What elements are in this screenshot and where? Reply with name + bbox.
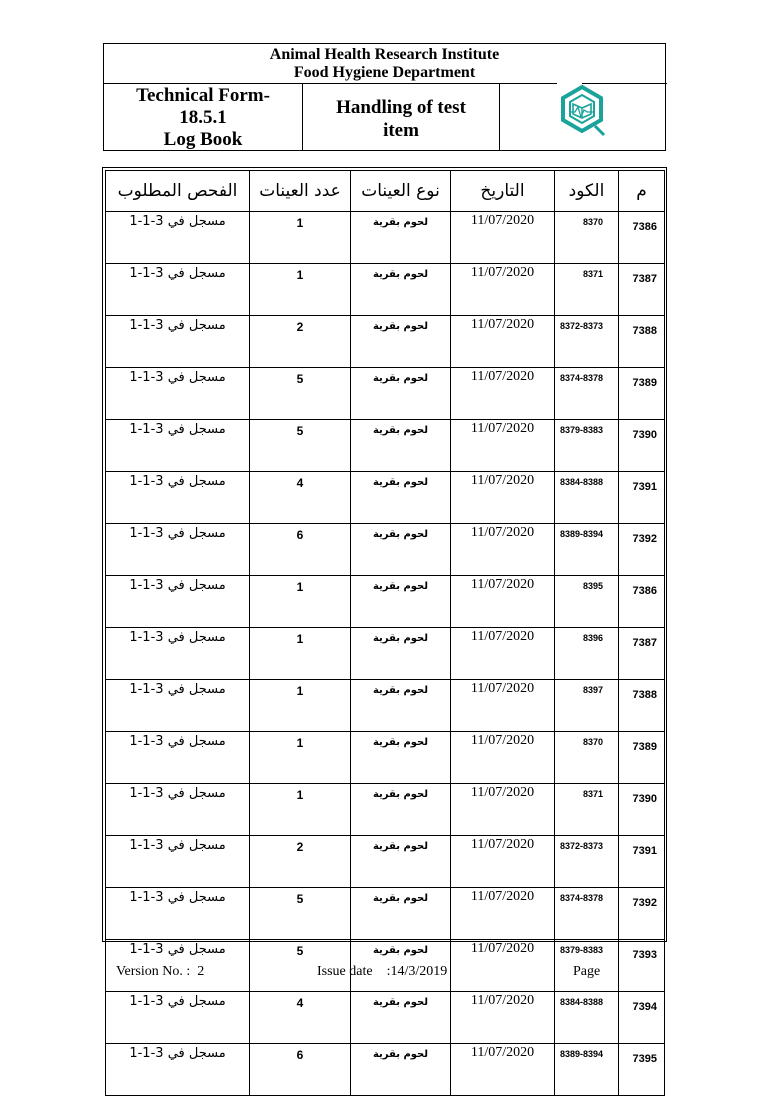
cell-code: 8395 bbox=[555, 576, 619, 628]
cell-date: 11/07/2020 bbox=[451, 472, 555, 524]
form-identifier bbox=[104, 84, 302, 151]
table-row bbox=[106, 628, 665, 680]
cell-code: 8371 bbox=[555, 264, 619, 316]
cell-num: 7389 bbox=[619, 368, 665, 420]
cell-count: 1 bbox=[250, 784, 351, 836]
cell-date: 11/07/2020 bbox=[451, 784, 555, 836]
cell-type: لحوم بقرية bbox=[351, 888, 451, 940]
department-name: Food Hygiene Department bbox=[293, 64, 476, 81]
table-row bbox=[106, 264, 665, 316]
cell-count: 1 bbox=[250, 680, 351, 732]
header-code: الكود bbox=[555, 171, 619, 212]
cell-count: 2 bbox=[250, 316, 351, 368]
issue-date: Issue date :14/3/2019 bbox=[317, 964, 448, 979]
cell-type: لحوم بقرية bbox=[351, 784, 451, 836]
cell-code: 8384-8388 bbox=[555, 472, 619, 524]
cell-type: لحوم بقرية bbox=[351, 368, 451, 420]
cell-type: لحوم بقرية bbox=[351, 992, 451, 1044]
table-row bbox=[106, 212, 665, 264]
cell-count: 1 bbox=[250, 264, 351, 316]
log-table bbox=[105, 170, 665, 1096]
cell-code: 8389-8394 bbox=[555, 524, 619, 576]
cell-exam: مسجل في 3-1-1 bbox=[106, 368, 250, 420]
cell-code: 8384-8388 bbox=[555, 992, 619, 1044]
header-type: نوع العينات bbox=[351, 171, 451, 212]
cell-type: لحوم بقرية bbox=[351, 264, 451, 316]
cell-num: 7390 bbox=[619, 784, 665, 836]
version-number: Version No. : 2 bbox=[116, 964, 205, 979]
cell-exam: مسجل في 3-1-1 bbox=[106, 1044, 250, 1096]
header-date: التاريخ bbox=[451, 171, 555, 212]
form-line-3: Log Book bbox=[163, 129, 243, 150]
cell-exam: مسجل في 3-1-1 bbox=[106, 576, 250, 628]
cell-exam: مسجل في 3-1-1 bbox=[106, 264, 250, 316]
cell-num: 7388 bbox=[619, 680, 665, 732]
cell-type: لحوم بقرية bbox=[351, 212, 451, 264]
cell-type: لحوم بقرية bbox=[351, 524, 451, 576]
table-row bbox=[106, 576, 665, 628]
cell-exam: مسجل في 3-1-1 bbox=[106, 992, 250, 1044]
table-row bbox=[106, 524, 665, 576]
cell-date: 11/07/2020 bbox=[451, 940, 555, 992]
cell-code: 8389-8394 bbox=[555, 1044, 619, 1096]
cell-type: لحوم بقرية bbox=[351, 836, 451, 888]
table-row bbox=[106, 992, 665, 1044]
cell-code: 8374-8378 bbox=[555, 368, 619, 420]
cell-num: 7392 bbox=[619, 524, 665, 576]
cell-num: 7390 bbox=[619, 420, 665, 472]
cell-exam: مسجل في 3-1-1 bbox=[106, 212, 250, 264]
table-row bbox=[106, 732, 665, 784]
cell-exam: مسجل في 3-1-1 bbox=[106, 680, 250, 732]
cell-type: لحوم بقرية bbox=[351, 472, 451, 524]
cell-date: 11/07/2020 bbox=[451, 316, 555, 368]
cell-exam: مسجل في 3-1-1 bbox=[106, 888, 250, 940]
cell-count: 5 bbox=[250, 368, 351, 420]
table-row bbox=[106, 472, 665, 524]
form-line-1: Technical Form- bbox=[136, 85, 270, 106]
page-label: Page bbox=[573, 964, 601, 979]
cell-num: 7389 bbox=[619, 732, 665, 784]
cell-date: 11/07/2020 bbox=[451, 888, 555, 940]
cell-count: 4 bbox=[250, 472, 351, 524]
cell-num: 7393 bbox=[619, 940, 665, 992]
cell-num: 7388 bbox=[619, 316, 665, 368]
cell-code: 8371 bbox=[555, 784, 619, 836]
cell-num: 7386 bbox=[619, 576, 665, 628]
cell-exam: مسجل في 3-1-1 bbox=[106, 940, 250, 992]
title-line-2: item bbox=[383, 120, 419, 141]
cell-code: 8370 bbox=[555, 212, 619, 264]
header-num: م bbox=[619, 171, 665, 212]
cell-count: 5 bbox=[250, 888, 351, 940]
form-header bbox=[103, 43, 666, 151]
title-line-1: Handling of test bbox=[336, 97, 466, 118]
cell-code: 8396 bbox=[555, 628, 619, 680]
cell-exam: مسجل في 3-1-1 bbox=[106, 784, 250, 836]
institute-logo-icon bbox=[557, 84, 607, 140]
cell-date: 11/07/2020 bbox=[451, 680, 555, 732]
cell-count: 1 bbox=[250, 628, 351, 680]
cell-code: 8370 bbox=[555, 732, 619, 784]
cell-type: لحوم بقرية bbox=[351, 732, 451, 784]
cell-date: 11/07/2020 bbox=[451, 420, 555, 472]
cell-exam: مسجل في 3-1-1 bbox=[106, 524, 250, 576]
cell-exam: مسجل في 3-1-1 bbox=[106, 472, 250, 524]
cell-count: 6 bbox=[250, 524, 351, 576]
table-row bbox=[106, 836, 665, 888]
cell-code: 8379-8383 bbox=[555, 940, 619, 992]
cell-exam: مسجل في 3-1-1 bbox=[106, 732, 250, 784]
cell-num: 7395 bbox=[619, 1044, 665, 1096]
table-row bbox=[106, 368, 665, 420]
cell-num: 7387 bbox=[619, 264, 665, 316]
form-line-2: 18.5.1 bbox=[179, 107, 227, 128]
cell-count: 5 bbox=[250, 940, 351, 992]
cell-count: 4 bbox=[250, 992, 351, 1044]
cell-count: 5 bbox=[250, 420, 351, 472]
cell-count: 6 bbox=[250, 1044, 351, 1096]
cell-type: لحوم بقرية bbox=[351, 316, 451, 368]
table-row bbox=[106, 888, 665, 940]
cell-type: لحوم بقرية bbox=[351, 1044, 451, 1096]
cell-code: 8397 bbox=[555, 680, 619, 732]
cell-type: لحوم بقرية bbox=[351, 576, 451, 628]
header-exam: الفحص المطلوب bbox=[106, 171, 250, 212]
cell-date: 11/07/2020 bbox=[451, 264, 555, 316]
cell-code: 8372-8373 bbox=[555, 836, 619, 888]
cell-num: 7391 bbox=[619, 472, 665, 524]
cell-exam: مسجل في 3-1-1 bbox=[106, 628, 250, 680]
header-count: عدد العينات bbox=[250, 171, 351, 212]
institute-block bbox=[104, 44, 665, 83]
cell-code: 8374-8378 bbox=[555, 888, 619, 940]
cell-count: 1 bbox=[250, 576, 351, 628]
institute-name: Animal Health Research Institute bbox=[269, 46, 500, 63]
cell-exam: مسجل في 3-1-1 bbox=[106, 316, 250, 368]
cell-date: 11/07/2020 bbox=[451, 212, 555, 264]
table-header-row bbox=[106, 171, 665, 212]
cell-date: 11/07/2020 bbox=[451, 1044, 555, 1096]
form-title bbox=[303, 84, 499, 151]
cell-exam: مسجل في 3-1-1 bbox=[106, 420, 250, 472]
cell-type: لحوم بقرية bbox=[351, 420, 451, 472]
cell-code: 8379-8383 bbox=[555, 420, 619, 472]
cell-num: 7394 bbox=[619, 992, 665, 1044]
cell-exam: مسجل في 3-1-1 bbox=[106, 836, 250, 888]
cell-type: لحوم بقرية bbox=[351, 680, 451, 732]
table-row bbox=[106, 420, 665, 472]
cell-num: 7386 bbox=[619, 212, 665, 264]
table-row bbox=[106, 1044, 665, 1096]
cell-date: 11/07/2020 bbox=[451, 836, 555, 888]
cell-date: 11/07/2020 bbox=[451, 368, 555, 420]
cell-code: 8372-8373 bbox=[555, 316, 619, 368]
cell-type: لحوم بقرية bbox=[351, 940, 451, 992]
cell-type: لحوم بقرية bbox=[351, 628, 451, 680]
table-row bbox=[106, 680, 665, 732]
cell-count: 1 bbox=[250, 212, 351, 264]
table-row bbox=[106, 784, 665, 836]
cell-num: 7391 bbox=[619, 836, 665, 888]
cell-count: 1 bbox=[250, 732, 351, 784]
cell-num: 7387 bbox=[619, 628, 665, 680]
cell-date: 11/07/2020 bbox=[451, 628, 555, 680]
cell-count: 2 bbox=[250, 836, 351, 888]
table-row bbox=[106, 316, 665, 368]
cell-date: 11/07/2020 bbox=[451, 524, 555, 576]
header-column-divider bbox=[499, 83, 500, 151]
cell-num: 7392 bbox=[619, 888, 665, 940]
cell-date: 11/07/2020 bbox=[451, 992, 555, 1044]
cell-date: 11/07/2020 bbox=[451, 576, 555, 628]
cell-date: 11/07/2020 bbox=[451, 732, 555, 784]
